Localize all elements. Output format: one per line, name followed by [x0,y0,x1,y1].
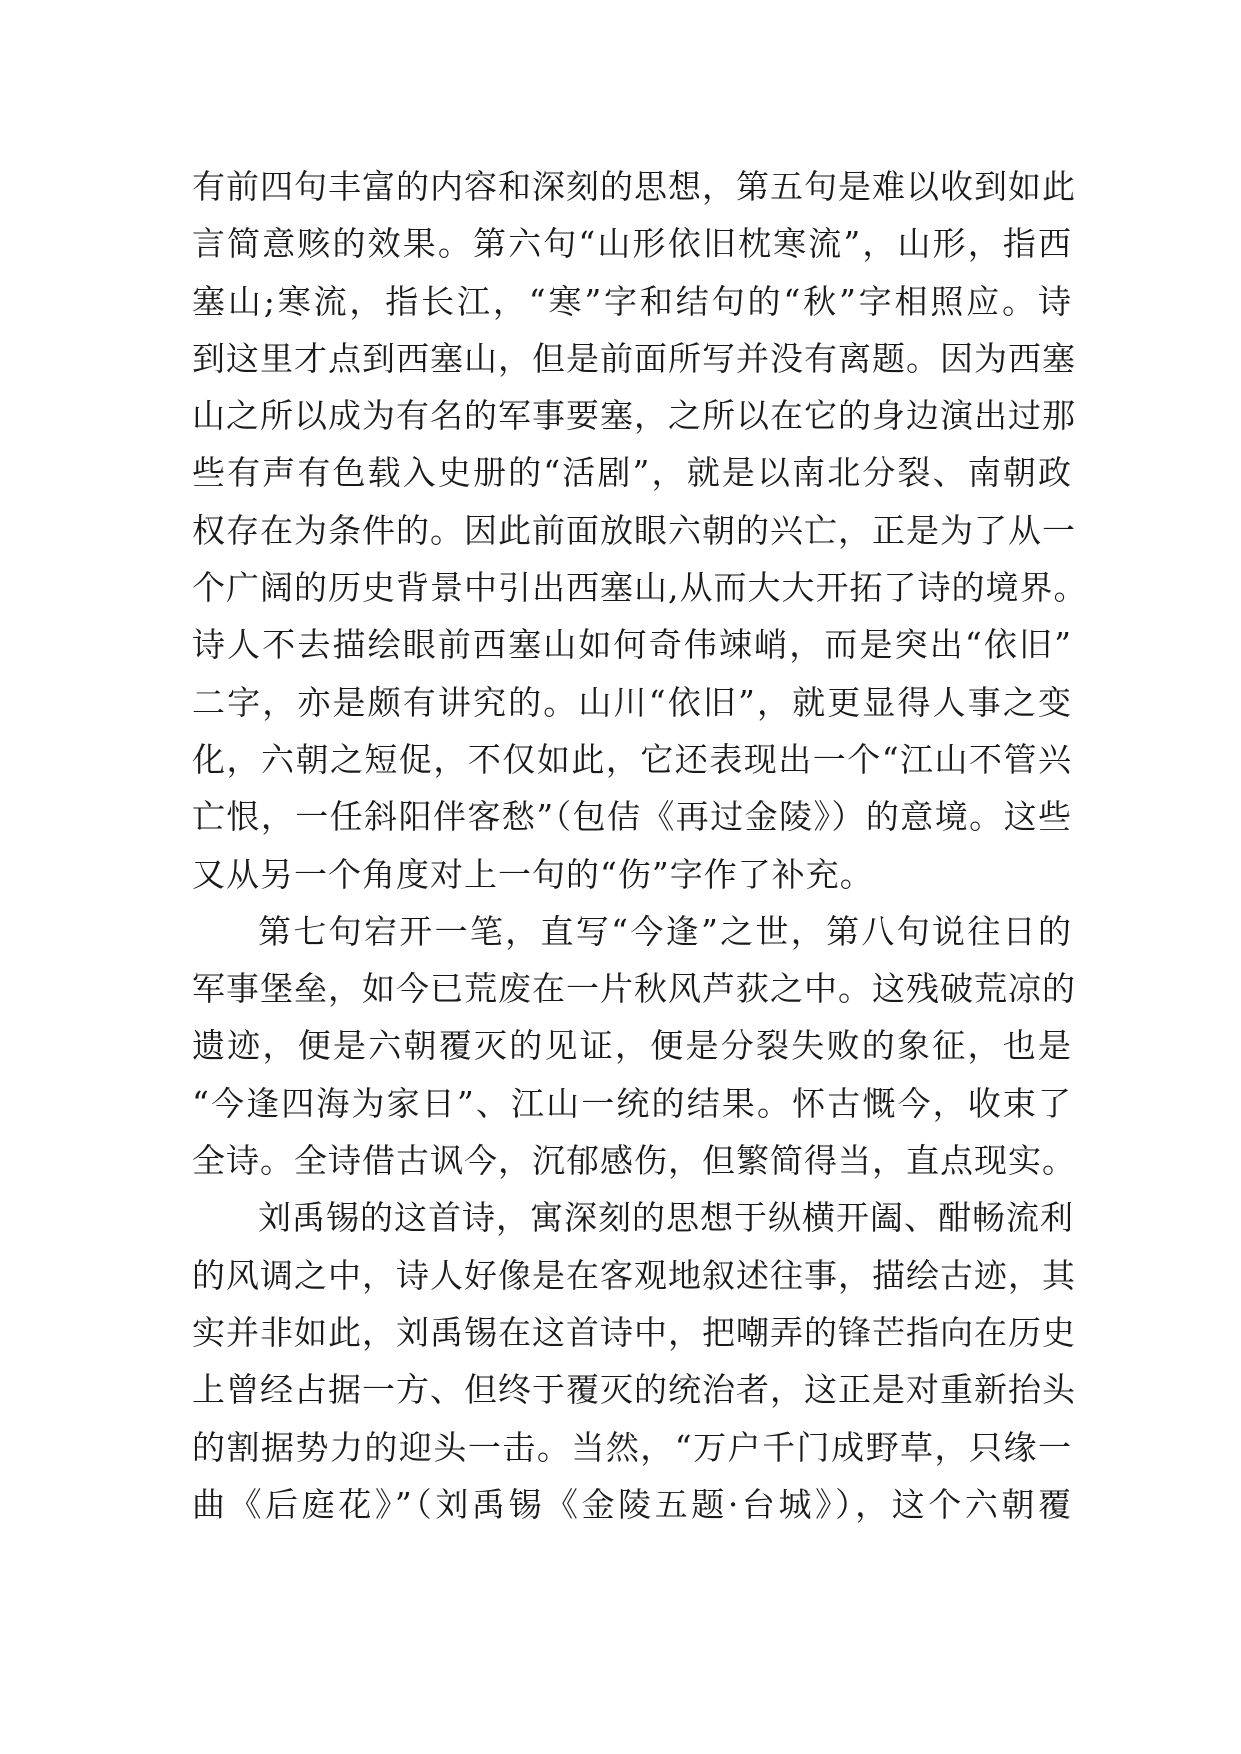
text-line: 塞山;寒流，指长江，“寒”字和结句的“秋”字相照应。诗 [192,281,1072,321]
text-line: 军事堡垒，如今已荒废在一片秋风芦荻之中。这残破荒凉的 [192,969,1076,1009]
text-line: 亡恨，一任斜阳伴客愁”（包佶《再过金陵》）的意境。这些 [192,797,1072,837]
text-line-paragraph-end: 又从另一个角度对上一句的“伤”字作了补充。 [192,854,874,894]
text-line-paragraph-start: 刘禹锡的这首诗，寓深刻的思想于纵横开阖、酣畅流利 [258,1198,1074,1238]
text-line: 二字，亦是颇有讲究的。山川“依旧”，就更显得人事之变 [192,682,1072,722]
text-line: 的风调之中，诗人好像是在客观地叙述往事，描绘古迹，其 [192,1255,1076,1295]
text-line: 实并非如此，刘禹锡在这首诗中，把嘲弄的锋芒指向在历史 [192,1312,1076,1352]
text-line: 有前四句丰富的内容和深刻的思想，第五句是难以收到如此 [192,167,1076,206]
text-line: 遗迹，便是六朝覆灭的见证，便是分裂失败的象征，也是 [192,1026,1072,1066]
text-line: 上曾经占据一方、但终于覆灭的统治者，这正是对重新抬头 [192,1370,1076,1410]
document-body [192,158,1088,1533]
text-line: 到这里才点到西塞山，但是前面所写并没有离题。因为西塞 [192,338,1076,378]
text-line-paragraph-start: 第七句宕开一笔，直写“今逢”之世，第八句说往日的 [258,911,1072,951]
text-line: 言简意赅的效果。第六句“山形依旧枕寒流”，山形，指西 [192,224,1072,264]
text-line: 的割据势力的迎头一击。当然，“万户千门成野草，只缘一 [192,1427,1072,1467]
text-line: 些有声有色载入史册的“活剧”，就是以南北分裂、南朝政 [192,453,1072,493]
text-line: 化，六朝之短促，不仅如此，它还表现出一个“江山不管兴 [192,739,1072,779]
text-line: 权存在为条件的。因此前面放眼六朝的兴亡，正是为了从一 [192,510,1076,550]
text-line: “今逢四海为家日”、江山一统的结果。怀古慨今，收束了 [192,1083,1072,1123]
text-line: 诗人不去描绘眼前西塞山如何奇伟竦峭，而是突出“依旧” [192,625,1072,665]
text-line: 个广阔的历史背景中引出西塞山,从而大大开拓了诗的境界。 [192,568,1088,608]
text-line: 曲《后庭花》”（刘禹锡《金陵五题·台城》），这个六朝覆 [192,1484,1072,1524]
text-line-paragraph-end: 全诗。全诗借古讽今，沉郁感伤，但繁简得当，直点现实。 [192,1141,1076,1181]
text-line: 山之所以成为有名的军事要塞，之所以在它的身边演出过那 [192,396,1076,436]
